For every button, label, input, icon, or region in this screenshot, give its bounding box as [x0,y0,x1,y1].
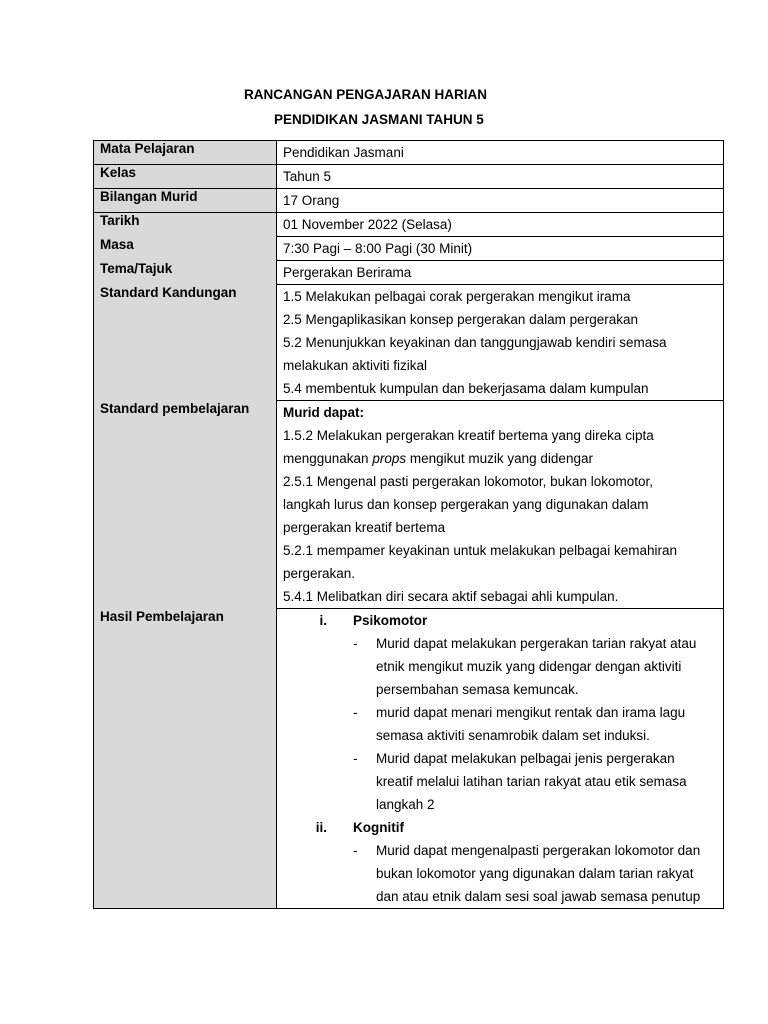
content-line: pergerakan. [283,566,356,581]
list-item [283,701,717,747]
item-line: Murid dapat mengenalpasti pergerakan lokomotor dan [376,843,701,858]
table-row [94,165,724,189]
content-line: 2.5.1 Mengenal pasti pergerakan lokomotor, bukan lokomotor, [283,474,653,489]
content-line: 5.2 Menunjukkan keyakinan dan tanggungjawab kendiri semasa [283,335,667,350]
row-label: Masa [94,237,277,261]
item-line: bukan lokomotor yang digunakan dalam tarian rakyat [376,866,694,881]
item-line: kreatif melalui latihan tarian rakyat atau etik semasa [376,774,687,789]
standard-pembelajaran-value [277,401,724,609]
item-line: dan atau etnik dalam sesi soal jawab semasa penutup [376,889,701,904]
row-label: Tema/Tajuk [94,261,277,285]
dash-bullet: - [353,705,358,720]
row-label: Mata Pelajaran [94,141,277,165]
intro-line: Murid dapat: [283,405,364,420]
section-heading [283,816,717,839]
row-label: Standard pembelajaran [94,401,277,609]
text-segment: mengikut muzik yang didengar [406,451,593,466]
item-line: murid dapat menari mengikut rentak dan irama lagu [376,705,686,720]
row-label: Kelas [94,165,277,189]
row-value: 7:30 Pagi – 8:00 Pagi (30 Minit) [277,237,724,261]
table-row [94,609,724,909]
document-title: RANCANGAN PENGAJARAN HARIAN [244,87,488,102]
row-value: Tahun 5 [277,165,724,189]
hasil-pembelajaran-value [277,609,724,909]
table-row [94,261,724,285]
dash-bullet: - [353,843,358,858]
table-row [94,285,724,401]
table-row [94,213,724,237]
content-line: pergerakan kreatif bertema [283,520,446,535]
content-line: 2.5 Mengaplikasikan konsep pergerakan dalam pergerakan [283,312,638,327]
table-row [94,189,724,213]
item-line: Murid dapat melakukan pergerakan tarian rakyat atau [376,636,697,651]
table-row [94,401,724,609]
row-label: Standard Kandungan [94,285,277,401]
item-line: etnik mengikut muzik yang didengar dengan aktiviti [376,659,682,674]
section-heading [283,609,717,632]
row-value: 17 Orang [277,189,724,213]
content-line: 5.4 membentuk kumpulan dan bekerjasama dalam kumpulan [283,381,649,396]
text-segment: menggunakan [283,451,373,466]
document-subtitle: PENDIDIKAN JASMANI TAHUN 5 [274,112,484,127]
list-item [283,632,717,701]
row-value: Pergerakan Berirama [277,261,724,285]
content-line: melakukan aktiviti fizikal [283,358,428,373]
table-row [94,141,724,165]
props-emphasis: props [372,451,407,466]
content-line: 1.5 Melakukan pelbagai corak pergerakan mengikut irama [283,289,631,304]
item-line: Murid dapat melakukan pelbagai jenis pergerakan [376,751,675,766]
section-title: Kognitif [353,820,404,835]
dash-bullet: - [353,751,358,766]
standard-kandungan-value [277,285,724,401]
section-number: i. [319,613,327,628]
row-label: Hasil Pembelajaran [94,609,277,909]
content-line: 5.2.1 mempamer keyakinan untuk melakukan pelbagai kemahiran [283,543,677,558]
item-line: semasa aktiviti senamrobik dalam set induksi. [376,728,650,743]
content-line: 5.4.1 Melibatkan diri secara aktif sebagai ahli kumpulan. [283,589,619,604]
table-row [94,237,724,261]
row-label: Bilangan Murid [94,189,277,213]
list-item [283,747,717,816]
content-line: 1.5.2 Melakukan pergerakan kreatif bertema yang direka cipta [283,428,654,443]
item-line: persembahan semasa kemuncak. [376,682,579,697]
dash-bullet: - [353,636,358,651]
section-number: ii. [315,820,327,835]
item-line: langkah 2 [376,797,435,812]
list-item [283,839,717,908]
section-title: Psikomotor [353,613,428,628]
lesson-plan-table [93,140,724,909]
row-value: Pendidikan Jasmani [277,141,724,165]
row-label: Tarikh [94,213,277,237]
content-line [283,447,717,470]
content-line: langkah lurus dan konsep pergerakan yang digunakan dalam [283,497,649,512]
row-value: 01 November 2022 (Selasa) [277,213,724,237]
